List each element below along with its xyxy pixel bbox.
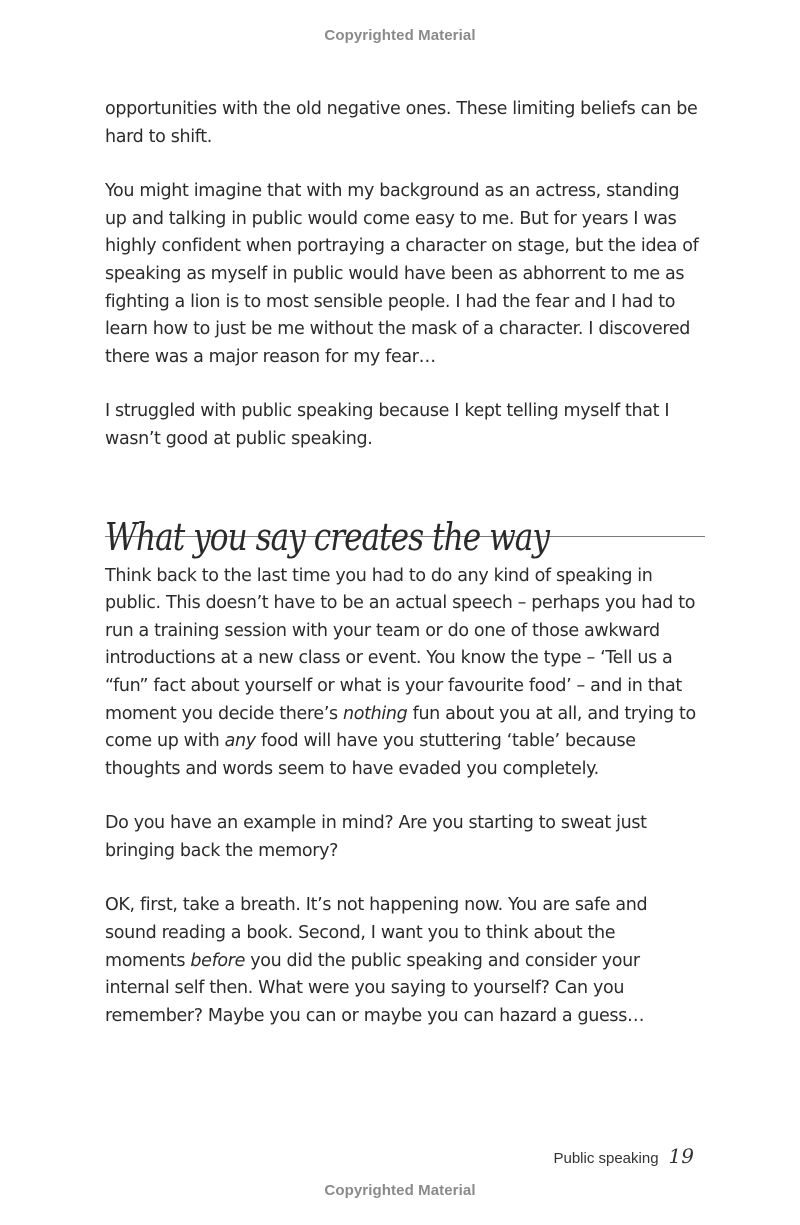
section-heading: What you say creates the way [105, 515, 549, 560]
paragraph: OK, first, take a breath. It’s not happening now. You are safe and sound reading a book. Second, I want you to think about the moments before you did the public speaking and consider your internal self then. What were you saying to yourself? Can you remember? Maybe you can or maybe you can hazard a guess… [105, 895, 648, 1026]
paragraph: Think back to the last time you had to do any kind of speaking in public. This doesn’t have to be an actual speech – perhaps you had to run a training session with your team or do one of those awkward introductions at a new class or event. You know the type – ‘Tell us a “fun” fact about yourself or what is your favourite food’ – and in that moment you decide there’s nothing fun about you at all, and trying to come up with any food will have you stuttering ‘table’ because thoughts and words seem to have evaded you completely. [105, 565, 696, 779]
copyright-watermark-top: Copyrighted Material [324, 27, 476, 44]
paragraph: Do you have an example in mind? Are you starting to sweat just bringing back the memory? [105, 813, 647, 861]
page-footer [553, 1144, 694, 1168]
paragraph: You might imagine that with my background as an actress, standing up and talking in public would come easy to me. But for years I was highly confident when portraying a character on stage, but the idea of speaking as myself in public would have been as abhorrent to me as fighting a lion is to most sensible people. I had the fear and I had to learn how to just be me without the mask of a character. I discovered there was a major reason for my fear… [105, 181, 699, 367]
emphasis: nothing [343, 703, 408, 724]
section-heading-block [105, 481, 700, 560]
page-number: 19 [668, 1144, 694, 1168]
running-head: Public speaking [553, 1150, 659, 1167]
copyright-watermark-bottom: Copyrighted Material [324, 1182, 476, 1199]
paragraph: opportunities with the old negative ones. These limiting beliefs can be hard to shift. [105, 99, 698, 147]
emphasis: any [224, 731, 256, 752]
emphasis: before [190, 950, 246, 971]
page-body [105, 96, 700, 1057]
paragraph: I struggled with public speaking because I kept telling myself that I wasn’t good at public speaking. [105, 401, 670, 449]
